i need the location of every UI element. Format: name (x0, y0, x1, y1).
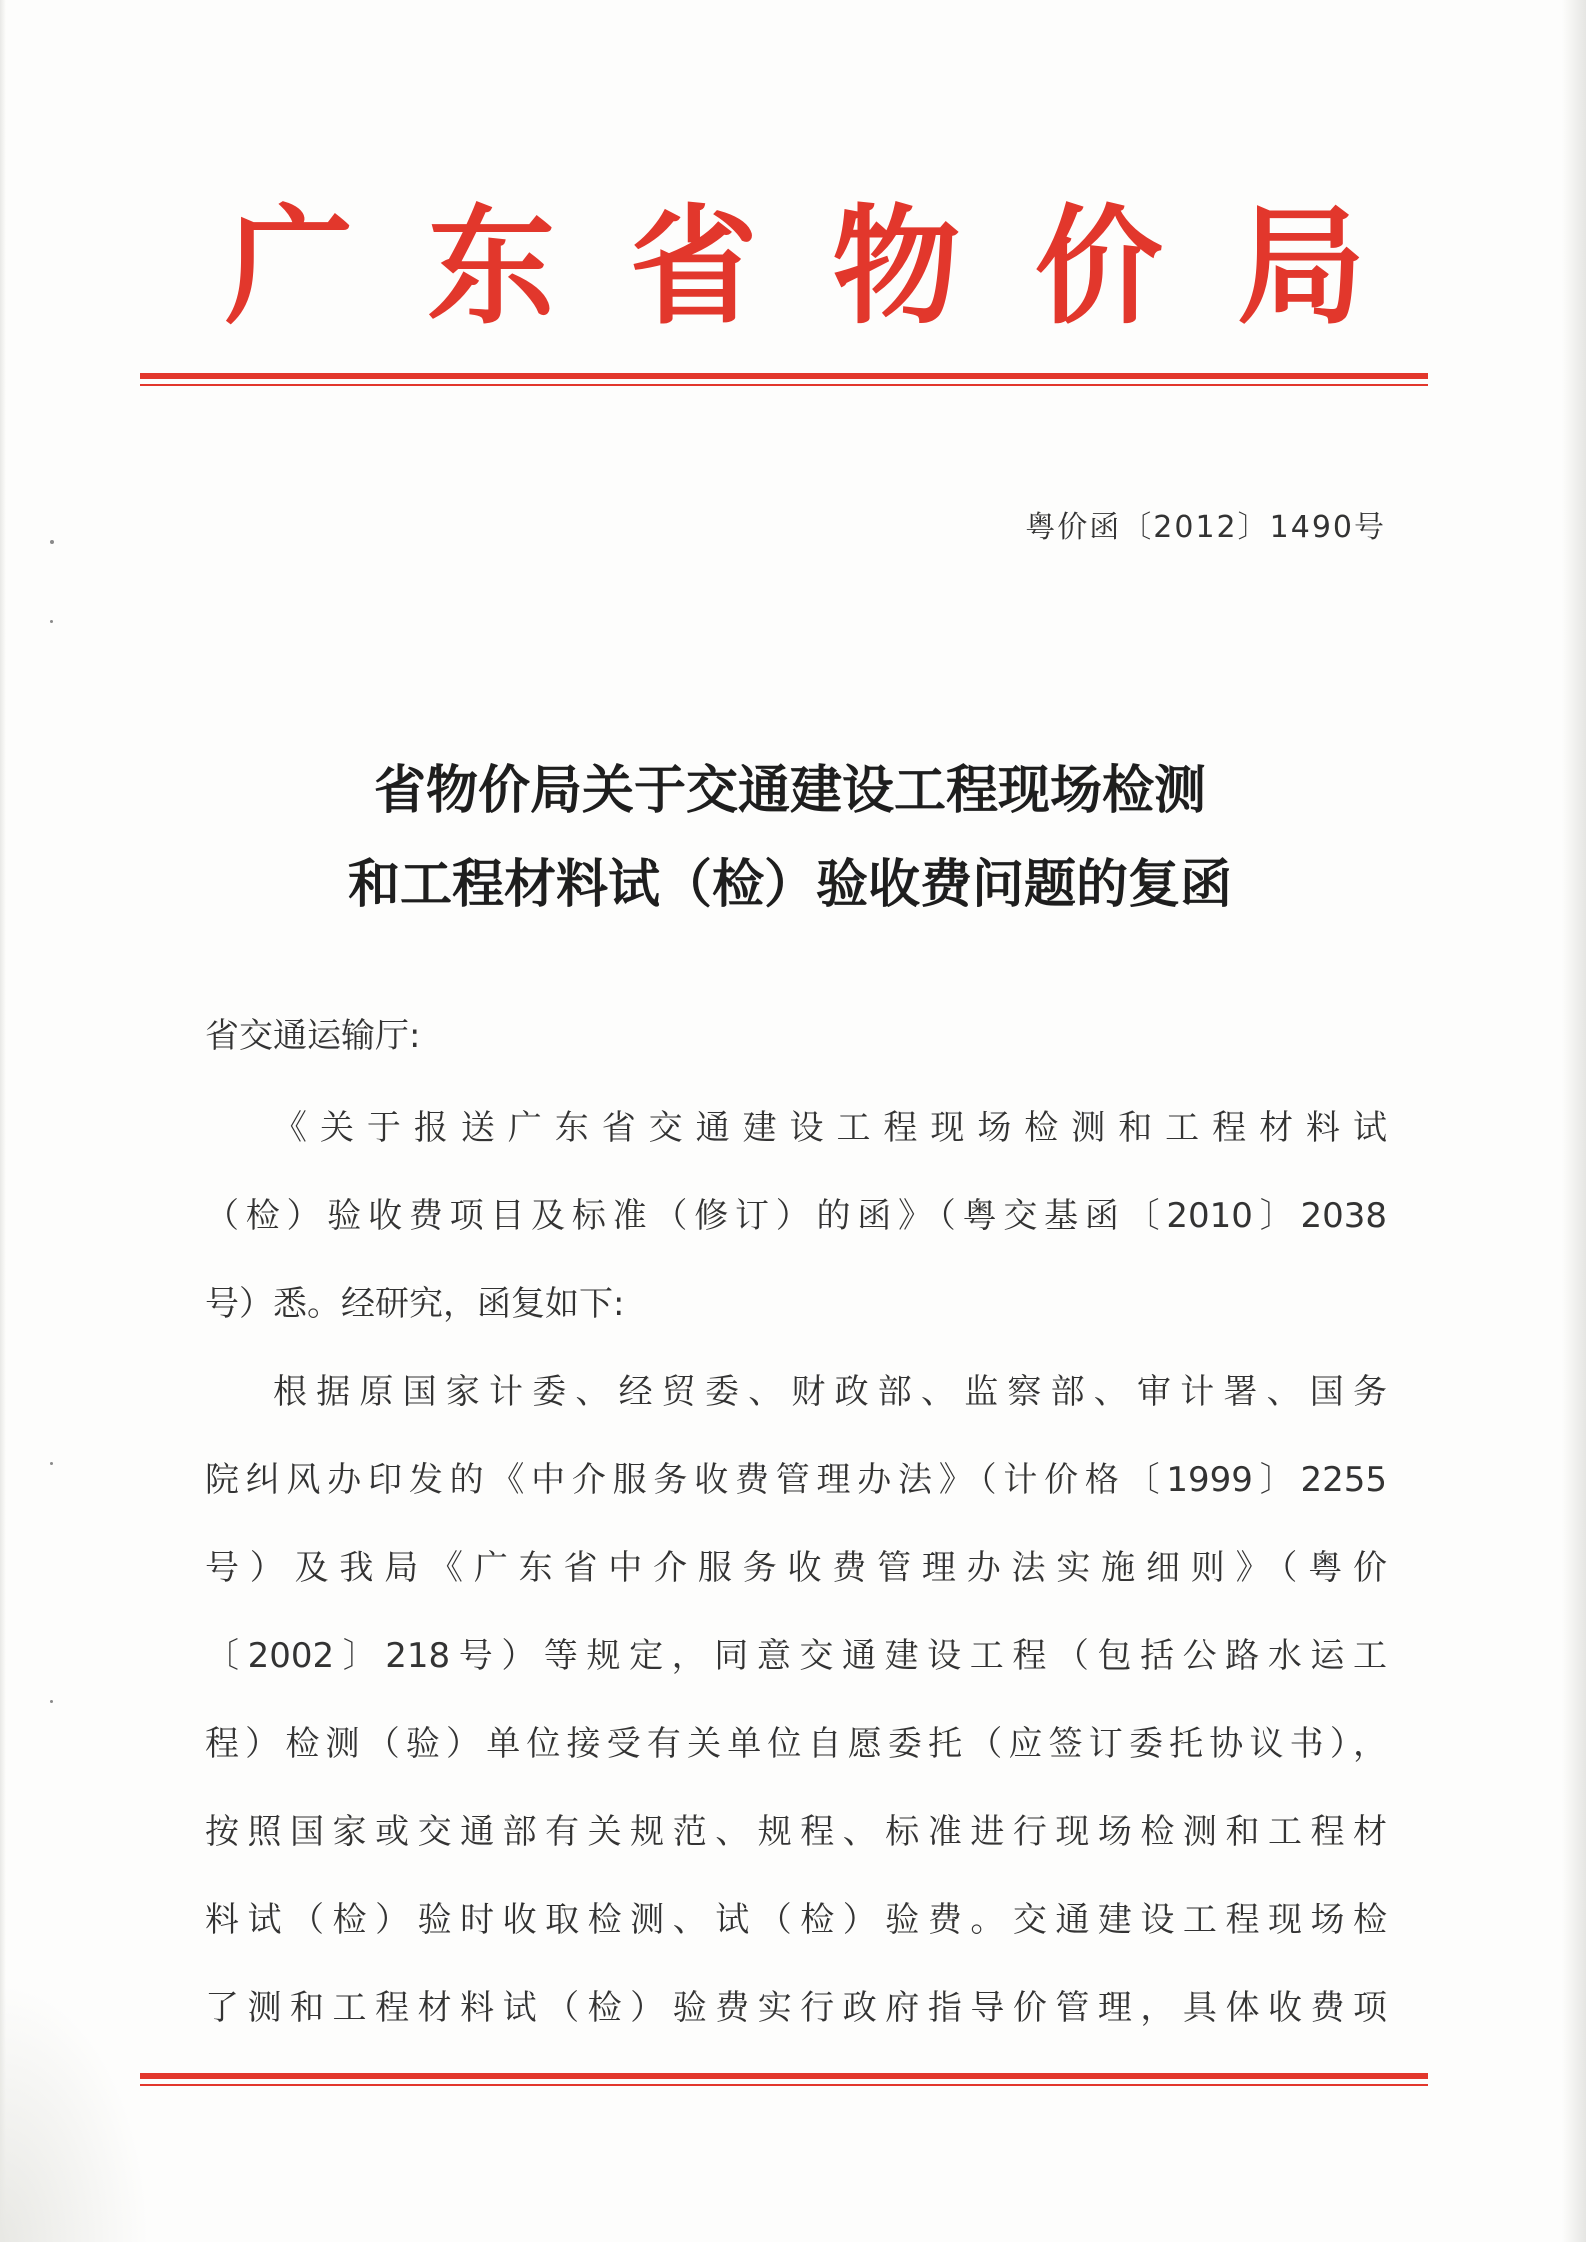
letterhead-org-name (225, 193, 1365, 342)
scan-speck (50, 1462, 53, 1465)
paragraph-line: 号）及我局《广东省中介服务收费管理办法实施细则》（粤价 (205, 1548, 1387, 1588)
scan-corner-shadow (0, 1982, 150, 2242)
document-number: 粤价函〔2012〕1490号 (1025, 510, 1386, 545)
document-body (205, 1008, 1387, 2048)
letterhead-char: 东 (427, 193, 556, 342)
letterhead-rule-thin (140, 384, 1428, 386)
paragraph-line: 号）悉。经研究，函复如下: (205, 1284, 625, 1324)
document-title-line-1: 省物价局关于交通建设工程现场检测 (373, 761, 1206, 821)
document-title-line-2: 和工程材料试（检）验收费问题的复函 (347, 855, 1232, 915)
paragraph-line: 料试（检）验时收取检测、试（检）验费。交通建设工程现场检 (205, 1900, 1387, 1940)
letterhead-char: 广 (225, 193, 354, 342)
paragraph-line: 了测和工程材料试（检）验费实行政府指导价管理，具体收费项 (205, 1988, 1387, 2028)
recipient-line: 省交通运输厅: (205, 1016, 421, 1056)
letterhead-char: 省 (629, 193, 758, 342)
paragraph-line: 根据原国家计委、经贸委、财政部、监察部、审计署、国务 (273, 1372, 1387, 1412)
letterhead-rule-thick (140, 373, 1428, 379)
paragraph-line: 院纠风办印发的《中介服务收费管理办法》（计价格〔1999〕2255 (205, 1460, 1387, 1500)
footer-rule-thin (140, 2084, 1428, 2086)
scan-speck (50, 620, 53, 623)
paragraph-line: 〔2002〕218号）等规定，同意交通建设工程（包括公路水运工 (205, 1636, 1387, 1676)
letterhead-char: 价 (1034, 193, 1163, 342)
letterhead-char: 局 (1236, 193, 1365, 342)
scan-speck (50, 1700, 53, 1703)
scan-edge-left (0, 0, 6, 2242)
letterhead-char: 物 (832, 193, 961, 342)
scan-edge-right (1562, 0, 1586, 2242)
scan-speck (50, 540, 54, 544)
paragraph-line: 按照国家或交通部有关规范、规程、标准进行现场检测和工程材 (205, 1812, 1387, 1852)
paragraph-line: （检）验收费项目及标准（修订）的函》（粤交基函〔2010〕2038 (205, 1196, 1387, 1236)
paragraph-line: 《关于报送广东省交通建设工程现场检测和工程材料试 (273, 1108, 1387, 1148)
footer-rule-thick (140, 2073, 1428, 2079)
paragraph-line: 程）检测（验）单位接受有关单位自愿委托（应签订委托协议书）， (205, 1724, 1387, 1764)
